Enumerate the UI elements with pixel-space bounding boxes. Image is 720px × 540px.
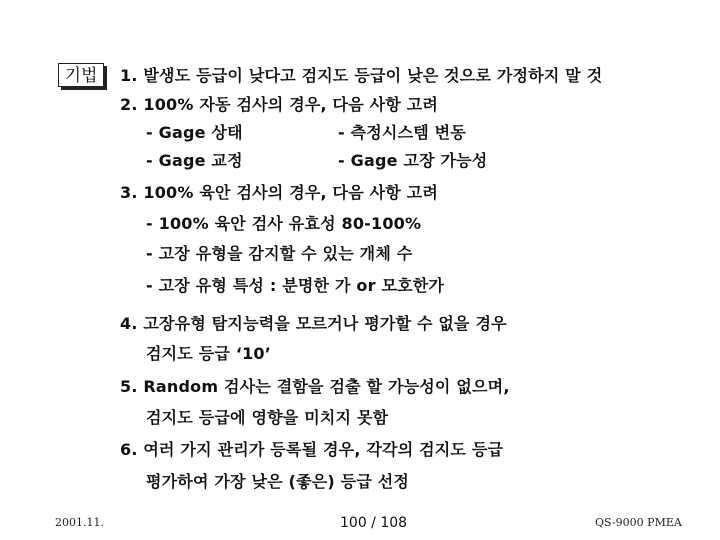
item-4: 4. 고장유형 탐지능력을 모르거나 평가할 수 없을 경우 xyxy=(120,314,507,333)
item-3-sub-2: - 고장 유형을 감지할 수 있는 개체 수 xyxy=(146,244,413,263)
item-2-sub-4: - Gage 고장 가능성 xyxy=(338,151,488,170)
item-3-sub-3: - 고장 유형 특성 : 분명한 가 or 모호한가 xyxy=(146,276,445,295)
item-2: 2. 100% 자동 검사의 경우, 다음 사항 고려 xyxy=(120,95,439,114)
item-2-sub-2: - 측정시스템 변동 xyxy=(338,123,466,142)
item-1: 1. 발생도 등급이 낮다고 검지도 등급이 낮은 것으로 가정하지 말 것 xyxy=(120,66,603,85)
item-2-sub-3: - Gage 교정 xyxy=(146,151,243,170)
technique-label-box xyxy=(58,63,104,87)
item-3: 3. 100% 육안 검사의 경우, 다음 사항 고려 xyxy=(120,183,439,202)
item-3-sub-1: - 100% 육안 검사 유효성 80-100% xyxy=(146,214,422,233)
footer-date: 2001.11. xyxy=(55,516,104,529)
page-number: 100 / 108 xyxy=(340,515,408,531)
item-5-cont: 검지도 등급에 영향을 미치지 못함 xyxy=(146,408,389,427)
footer-doc-title: QS-9000 PMEA xyxy=(595,516,682,529)
item-6-cont: 평가하여 가장 낮은 (좋은) 등급 선정 xyxy=(146,472,410,491)
item-5: 5. Random 검사는 결함을 검출 할 가능성이 없으며, xyxy=(120,377,510,396)
item-6: 6. 여러 가지 관리가 등록될 경우, 각각의 검지도 등급 xyxy=(120,440,504,459)
item-2-sub-1: - Gage 상태 xyxy=(146,123,243,142)
item-4-cont: 검지도 등급 ‘10’ xyxy=(146,344,272,363)
technique-label: 기법 xyxy=(64,66,98,86)
